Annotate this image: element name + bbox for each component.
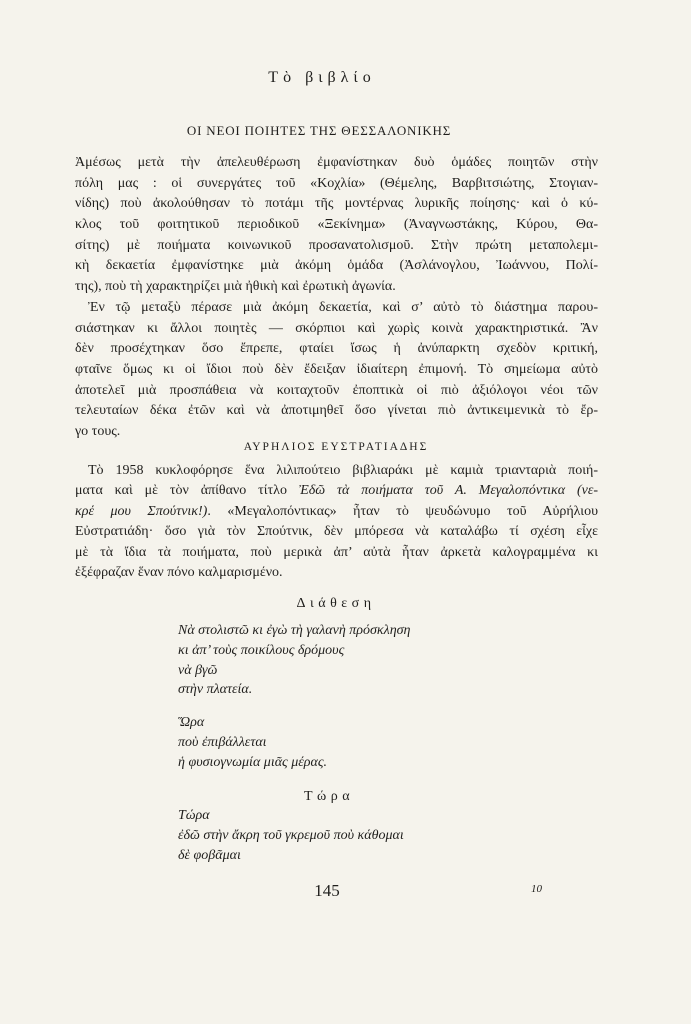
text-segment: ματα καὶ μὲ τὸν ἀπίθανο τίτλο <box>75 483 287 499</box>
text-line: της), ποὺ τὴ χαρακτηρίζει μιὰ ἠθικὴ καὶ ἐρωτικὴ ἀγωνία. <box>75 279 396 295</box>
text-segment: . «Μεγαλοπόντικας» ἦταν τὸ ψευδώνυμο τοῦ Αὐρήλιου <box>207 503 598 519</box>
page-number: 145 <box>314 881 340 900</box>
text-line <box>75 481 598 501</box>
verse-line: ἡ φυσιογνωμία μιᾶς μέρας. <box>178 754 328 770</box>
verse-line: κι ἀπ’ τοὺς ποικίλους δρόμους <box>178 642 345 658</box>
text-line: κλος τοῦ φοιτητικοῦ περιοδικοῦ «Ξεκίνημα» (Ἀναγνωστάκης, Κύρου, Θα- <box>75 217 598 233</box>
verse-line: ποὺ ἐπιβάλλεται <box>178 734 267 750</box>
verse-line: Τώρα <box>178 808 210 823</box>
text-line: μὲ τὰ ἴδια τὰ ποιήματα, ποὺ μερικὰ ἀπ’ αὐτὰ ἦταν ἀρκετὰ καλογραμμένα κι <box>75 544 598 560</box>
text-line: Ἐν τῷ μεταξὺ πέρασε μιὰ ἀκόμη δεκαετία, καὶ σ’ αὐτὸ τὸ διάστημα παρου- <box>88 299 598 315</box>
verse-line: ἐδῶ στὴν ἄκρη τοῦ γκρεμοῦ ποὺ κάθομαι <box>178 827 404 843</box>
text-line: δὲν προσέχτηκαν ὅσο ἔπρεπε, φταίει ἴσως ἡ ἀνύπαρκτη σχεδὸν κριτική, <box>75 341 598 357</box>
verse-line: Ὥρα <box>178 715 205 730</box>
text-line: νίδης) ποὺ ἀκολούθησαν τὸ ποτάμι τῆς μοντέρνας λυρικῆς ποίησης· καὶ ὁ κύ- <box>75 196 598 212</box>
verse-line: Νὰ στολιστῶ κι ἐγὼ τὴ γαλανὴ πρόσκληση <box>178 623 411 638</box>
text-line: ἐξέφραζαν ἕναν πόνο καλμαρισμένο. <box>75 564 283 580</box>
paragraph <box>75 298 598 443</box>
text-line: φταῖνε ὅμως κι οἱ ἴδιοι ποὺ δὲν ἔδειξαν ἰδιαίτερη ἐπιμονή. Τὸ σημείωμα αὐτὸ <box>75 361 598 377</box>
signature-mark: 10 <box>531 883 542 895</box>
verse-line: νὰ βγῶ <box>178 662 218 678</box>
text-line: σιάστηκαν κι ἄλλοι ποιητὲς — σκόρπιοι καὶ χωρὶς κοινὰ χαρακτηριστικά. Ἂν <box>75 320 598 336</box>
text-line: κὴ δεκαετία ἐμφανίστηκε μιὰ ἀκόμη ὁμάδα (Ἀσλάνογλου, Ἰωάννου, Πολί- <box>75 258 598 274</box>
running-head: Τὸ βιβλίο <box>268 69 376 86</box>
text-line: Εὐστρατιάδη· ὅσο γιὰ τὸν Σπούτνικ, δὲν μπόρεσα νὰ καταλάβω τί σχέση εἶχε <box>75 524 598 540</box>
intro-text <box>75 153 598 443</box>
text-line: πόλη μας : οἱ συνεργάτες τοῦ «Κοχλία» (Θέμελης, Βαρβιτσιώτης, Στογιαν- <box>75 175 598 191</box>
book-title-italic: κρέ μου Σπούτνικ!) <box>75 503 208 519</box>
text-line: Ἀμέσως μετὰ τὴν ἀπελευθέρωση ἐμφανίστηκαν δυὸ ὁμάδες ποιητῶν στὴν <box>75 155 598 170</box>
text-line: γο τους. <box>75 423 121 439</box>
book-title-italic: Ἐδῶ τὰ ποιήματα τοῦ Α. Μεγαλοπόντικα (νε- <box>298 483 598 499</box>
text-line: σίτης) μὲ ποιήματα κοινωνικοῦ προσανατολισμοῦ. Στὴν πρώτη μεταπολεμι- <box>75 237 598 253</box>
section-paragraph <box>75 461 598 583</box>
poem-stanza <box>178 806 404 865</box>
text-line: Τὸ 1958 κυκλοφόρησε ἕνα λιλιπούτειο βιβλιαράκι μὲ καμιὰ τριανταριὰ ποιή- <box>88 463 598 478</box>
paragraph <box>75 153 598 298</box>
text-line <box>75 502 598 522</box>
verse-line: στὴν πλατεία. <box>178 682 253 698</box>
poem-stanza <box>178 621 411 700</box>
article-title: ΟΙ ΝΕΟΙ ΠΟΙΗΤΕΣ ΤΗΣ ΘΕΣΣΑΛΟΝΙΚΗΣ <box>186 123 452 138</box>
poem-title: Τώρα <box>303 789 355 804</box>
text-line: τελευταίων δέκα ἐτῶν καὶ νὰ ἀποτιμηθεῖ ὅσο γίνεται πιὸ ἀντικειμενικὰ τὸ ἔρ- <box>75 403 598 419</box>
section-heading: ΑΥΡΗΛΙΟΣ ΕΥΣΤΡΑΤΙΑΔΗΣ <box>243 441 429 453</box>
verse-line: δὲ φοβᾶμαι <box>178 847 241 863</box>
text-line: ἀποτελεῖ μιὰ προσπάθεια νὰ κοιταχτοῦν ἐποπτικὰ οἱ πιὸ ἀξιόλογοι νέοι τῶν <box>75 382 598 398</box>
poem-stanza <box>178 713 327 772</box>
poem-title: Διάθεση <box>296 596 376 611</box>
